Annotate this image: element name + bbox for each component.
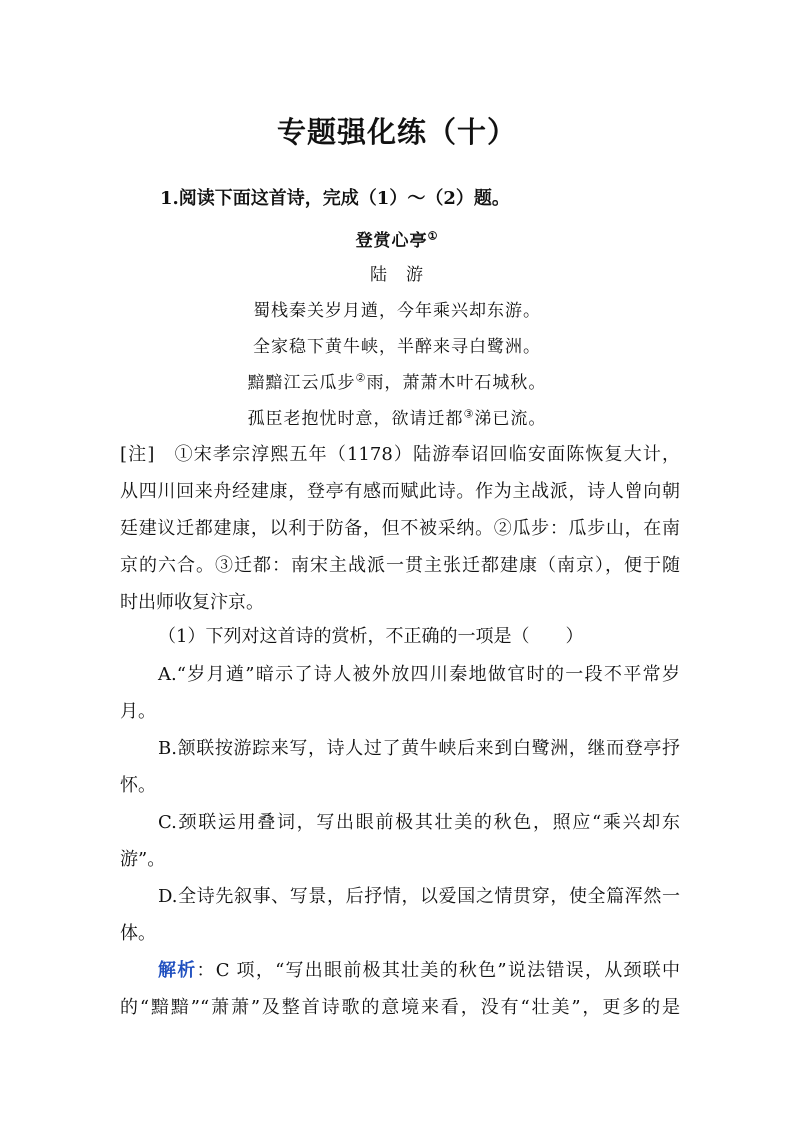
poem-author: 陆 游 (370, 265, 424, 285)
option-a-line-2: 月。 (120, 701, 156, 722)
poem-line-text: 孤臣老抱忧时意，欲请迁都 (247, 409, 464, 429)
poem-line-text: 蜀栈秦关岁月遒，今年乘兴却东游。 (253, 301, 541, 321)
option-c-line-2: 游”。 (120, 849, 166, 870)
poem-line-text: 全家稳下黄牛峡，半醉来寻白鹭洲。 (253, 337, 541, 357)
option-a-line-1: A.“岁月遒”暗示了诗人被外放四川秦地做官时的一段不平常岁 (158, 664, 680, 685)
analysis-line-1 (158, 958, 680, 984)
poem-line-1 (0, 298, 794, 324)
poem-title-note-mark: ① (427, 229, 439, 243)
option-b-line-1: B.颔联按游踪来写，诗人过了黄牛峡后来到白鹭洲，继而登亭抒 (158, 738, 680, 759)
question-1-stem: （1）下列对这首诗的赏析，不正确的一项是（ ） (158, 626, 584, 647)
note-line-2: 从四川回来舟经建康，登亭有感而赋此诗。作为主战派，诗人曾向朝 (120, 481, 680, 502)
poem-line-text: 黯黯江云瓜步 (247, 373, 356, 393)
page-title: 专题强化练（十） (276, 115, 517, 149)
poem-line-text: 涕已流。 (474, 409, 547, 429)
option-d-line-2: 体。 (120, 923, 156, 944)
analysis-line-2: 的“黯黯”“萧萧”及整首诗歌的意境来看，没有“壮美”，更多的是 (120, 997, 680, 1018)
poem-line-text: 雨，萧萧木叶石城秋。 (366, 373, 547, 393)
analysis-label: 解析 (158, 960, 197, 981)
poem-line-3 (0, 370, 794, 396)
poem-line-note-mark: ③ (463, 407, 475, 421)
poem-line-4 (0, 406, 794, 432)
poem-line-note-mark: ② (355, 371, 367, 385)
option-c-line-1: C.颈联运用叠词，写出眼前极其壮美的秋色，照应“乘兴却东 (158, 812, 680, 833)
analysis-text: ：C 项，“写出眼前极其壮美的秋色”说法错误，从颈联中 (196, 960, 680, 981)
note-line-3: 廷建议迁都建康，以利于防备，但不被采纳。②瓜步：瓜步山，在南 (120, 518, 680, 539)
note-line-4: 京的六合。③迁都：南宋主战派一贯主张迁都建康（南京），便于随 (120, 555, 680, 576)
poem-title (0, 228, 794, 254)
poem-line-2 (0, 334, 794, 360)
option-d-line-1: D.全诗先叙事、写景，后抒情，以爱国之情贯穿，使全篇浑然一 (158, 886, 680, 907)
note-line-5: 时出师收复汴京。 (120, 592, 264, 613)
poem-title-text: 登赏心亭 (355, 231, 428, 251)
note-line-1: [注] ①宋孝宗淳熙五年（1178）陆游奉诏回临安面陈恢复大计， (120, 444, 680, 465)
question-intro: 1.阅读下面这首诗，完成（1）～（2）题。 (160, 188, 510, 209)
option-b-line-2: 怀。 (120, 775, 156, 796)
